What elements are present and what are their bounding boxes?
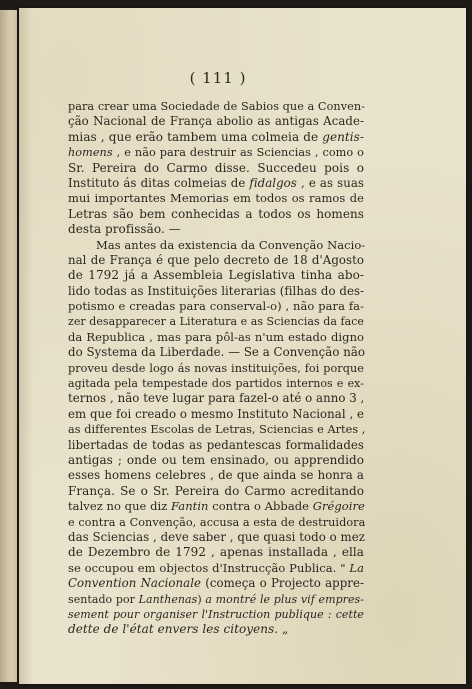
text-line: Letras são bem conhecidas a todos os homens [68,206,364,221]
text-line: Instituto ás ditas colmeias de fidalgos , e as suas [68,175,364,190]
text-line: Mas antes da existencia da Convenção Nacio- [96,237,366,252]
text-line: desta profissão. — [68,222,181,237]
text-line: zer desapparecer a Literatura e as Sciencias da face [68,315,364,329]
text-line: proveu desde logo ás novas instituições, foi porque [68,361,364,375]
text-line: mias , que erão tambem uma colmeia de gentis- [68,129,364,144]
text-line: nal de França é que pelo decreto de 18 d'Agosto [68,252,364,267]
text-line: Sr. Pereira do Carmo disse. Succedeu pois o [68,160,364,175]
text-line: sement pour organiser l'Instruction publique : cette [68,607,364,621]
text-line: se occupou em objectos d'Instrucção Publica. " La [68,560,364,575]
text-line: e contra a Convenção, accusa a esta de destruidora [68,515,366,529]
text-line: libertadas de todas as pedantescas formalidades [68,437,364,452]
text-line: antigas ; onde ou tem ensinado, ou apprendido [68,452,364,467]
text-block [68,99,364,638]
text-line: homens , e não para destruir as Sciencias , como o [68,146,364,160]
text-line: Convention Nacionale (começa o Projecto appre- [68,576,364,591]
text-line: agitada pela tempestade dos partidos internos e ex- [68,377,364,391]
text-line: do Systema da Liberdade. — Se a Convenção não [68,345,366,360]
text-line: de 1792 já a Assembleia Legislativa tinha abo- [68,268,364,283]
text-line: ternos , não teve lugar para fazel-o até o anno 3 , [68,391,365,406]
text-line: sentado por Lanthenas) a montré le plus vif empres- [68,592,364,606]
text-line: esses homens celebres , de que ainda se honra a [68,468,364,483]
page-number: ( 111 ) [189,69,247,87]
book-page [19,8,466,684]
text-line: da Republica , mas para pôl-as n'um estado digno [68,329,364,344]
text-line: as differentes Escolas de Letras, Sciencias e Artes , [68,423,366,437]
text-line: mui importantes Memorias em todos os ramos de [68,191,364,206]
text-line: para crear uma Sociedade de Sabios que a Conven- [68,100,365,113]
text-line: potismo e creadas para conserval-o) , não para fa- [68,299,364,314]
facing-page-edge [0,10,17,682]
text-line: lido todas as Instituições literarias (filhas do des- [68,283,365,298]
text-line: dette de l'état envers les citoyens. „ [68,622,289,637]
text-line: de Dezembro de 1792 , apenas installada , ella [68,545,364,560]
text-line: das Sciencias , deve saber , que quasi todo o mez [68,529,365,544]
text-line: França. Se o Sr. Pereira do Carmo acreditando [68,483,364,498]
text-line: em que foi creado o mesmo Instituto Nacional , e [68,406,365,421]
text-line: talvez no que diz Fantin contra o Abbade Grégoire [68,499,365,514]
text-line: ção Nacional de França abolio as antigas Acade- [68,114,364,129]
